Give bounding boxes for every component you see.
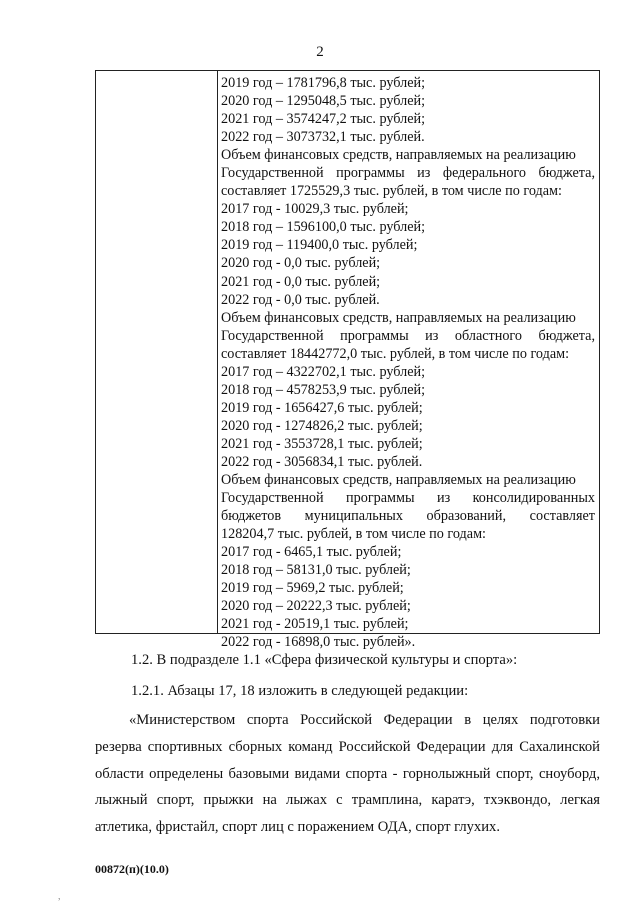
table-line: 2019 год - 1656427,6 тыс. рублей;	[221, 399, 423, 416]
table-line: 2020 год – 1295048,5 тыс. рублей;	[221, 93, 426, 110]
table-line: 2021 год – 3574247,2 тыс. рублей;	[221, 111, 426, 128]
table-line: 2021 год - 20519,1 тыс. рублей;	[221, 616, 409, 633]
budget-table	[95, 70, 600, 651]
table-line: 2021 год - 3553728,1 тыс. рублей;	[221, 435, 423, 452]
table-line: 128204,7 тыс. рублей, в том числе по годам:	[221, 526, 486, 543]
table-line: составляет 18442772,0 тыс. рублей, в том числе по годам:	[221, 345, 570, 362]
table-line: Объем финансовых средств, направляемых на реализацию	[221, 309, 576, 326]
quote-line: резерва спортивных сборных команд Российской Федерации для Сахалинской	[95, 738, 600, 755]
table-line: составляет 1725529,3 тыс. рублей, в том числе по годам:	[221, 183, 562, 200]
quote-line: атлетика, фристайл, спорт лиц с поражением ОДА, спорт глухих.	[95, 819, 500, 836]
section-heading: 1.2. В подразделе 1.1 «Сфера физической культуры и спорта»:	[131, 652, 518, 668]
table-line: 2019 год – 5969,2 тыс. рублей;	[221, 580, 404, 597]
table-line: 2022 год - 3056834,1 тыс. рублей.	[221, 453, 423, 470]
table-left-cell	[96, 71, 218, 633]
page-number: 2	[316, 44, 324, 60]
table-line: 2022 год – 3073732,1 тыс. рублей.	[221, 129, 425, 146]
quote-line: области определены базовыми видами спорта - горнолыжный спорт, сноуборд,	[95, 765, 600, 782]
table-line: Государственной программы из консолидированных	[221, 490, 595, 507]
table-right-cell	[218, 71, 599, 651]
table-line: 2019 год – 1781796,8 тыс. рублей;	[221, 75, 426, 91]
table-line: 2018 год – 58131,0 тыс. рублей;	[221, 562, 411, 579]
table-line: 2018 год – 4578253,9 тыс. рублей;	[221, 381, 426, 398]
table-line: Объем финансовых средств, направляемых на реализацию	[221, 147, 576, 164]
table-line: Государственной программы из областного бюджета,	[221, 327, 595, 344]
quote-line: лыжный спорт, прыжки на лыжах с трамплина, каратэ, тхэквондо, легкая	[95, 792, 600, 809]
table-line: 2017 год - 6465,1 тыс. рублей;	[221, 544, 402, 561]
table-line: 2017 год – 4322702,1 тыс. рублей;	[221, 363, 426, 380]
table-line: Государственной программы из федерального бюджета,	[221, 165, 595, 182]
table-line: 2022 год - 0,0 тыс. рублей.	[221, 291, 380, 308]
table-line: 2020 год - 0,0 тыс. рублей;	[221, 255, 381, 272]
table-line: Объем финансовых средств, направляемых на реализацию	[221, 472, 576, 489]
table-line: 2020 год – 20222,3 тыс. рублей;	[221, 598, 411, 615]
table-line: 2022 год - 16898,0 тыс. рублей».	[221, 634, 416, 651]
table-line: 2017 год - 10029,3 тыс. рублей;	[221, 201, 409, 218]
table-line: 2021 год - 0,0 тыс. рублей;	[221, 273, 381, 290]
paragraph-instruction: 1.2.1. Абзацы 17, 18 изложить в следующей редакции:	[131, 683, 469, 699]
table-line: 2019 год – 119400,0 тыс. рублей;	[221, 237, 418, 254]
table-line: бюджетов муниципальных образований, составляет	[221, 508, 595, 525]
document-code: 00872(п)(10.0)	[95, 862, 169, 876]
table-line: 2018 год – 1596100,0 тыс. рублей;	[221, 219, 426, 236]
table-line: 2020 год - 1274826,2 тыс. рублей;	[221, 417, 423, 434]
quoted-paragraph	[95, 707, 600, 841]
margin-mark: ,	[58, 891, 61, 902]
quote-line: «Министерством спорта Российской Федерации в целях подготовки	[129, 712, 600, 728]
